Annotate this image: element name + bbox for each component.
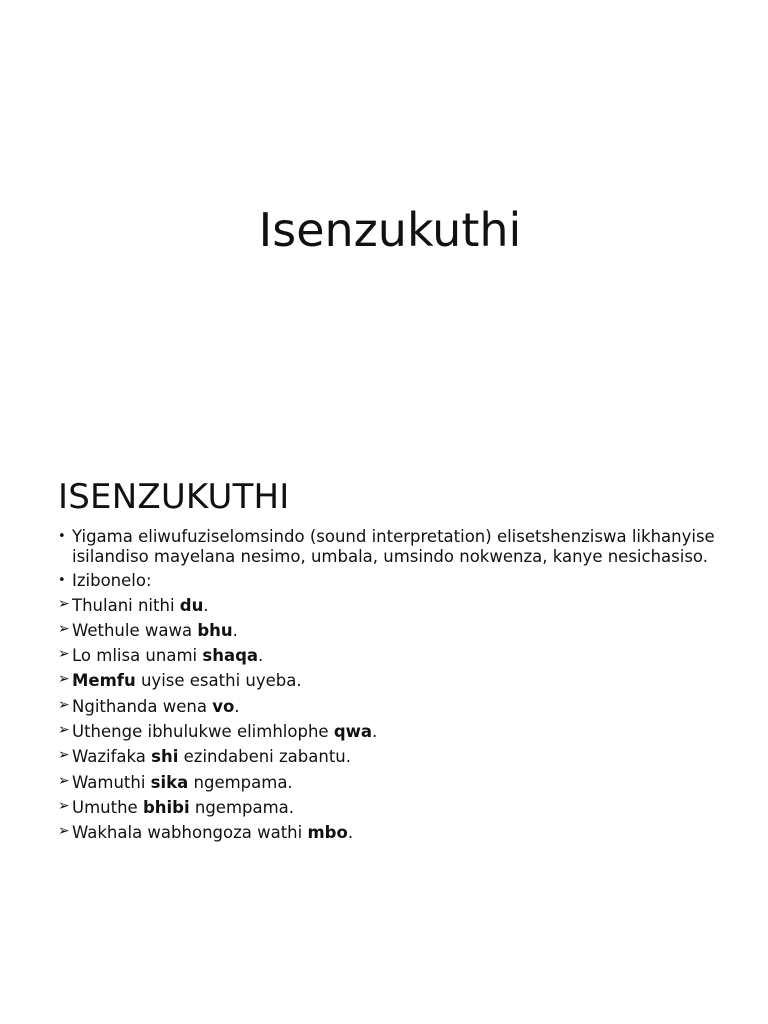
example-text-before: Umuthe [72,797,143,817]
example-text-after: . [258,646,264,666]
example-text-before: Uthenge ibhulukwe elimhlophe [72,721,334,741]
arrow-bullet-icon: ➢ [58,797,70,814]
example-item [58,773,718,798]
example-text-before: Wakhala wabhongoza wathi [72,823,308,843]
example-text-after: ngempama. [189,797,295,817]
example-item [58,697,718,722]
example-text-after: . [347,823,354,843]
arrow-bullet-icon: ➢ [58,696,70,713]
example-item [58,646,718,671]
example-item [58,823,718,848]
arrow-bullet-icon: ➢ [58,595,70,612]
example-text-after: ezindabeni zabantu. [178,747,351,767]
arrow-bullet-icon: ➢ [58,671,70,688]
example-item [58,671,718,696]
content-body [58,527,718,848]
example-text-after: . [372,721,378,741]
example-item [58,621,718,646]
example-ideophone: Memfu [72,671,136,691]
example-item [58,798,718,823]
example-text-before: Thulani nithi [72,595,180,615]
example-text-before: Wamuthi [72,772,151,792]
section-heading: ISENZUKUTHI [58,477,290,517]
bullet-text: Yigama eliwufuziselomsindo (sound interpretation) elisetshenziswa likhanyise isilandiso mayelana nesimo, umbala, umsindo nokwenza, kanye nesichasiso. [72,527,715,566]
example-ideophone: du [179,595,204,615]
example-ideophone: mbo [307,823,348,843]
arrow-bullet-icon: ➢ [58,620,70,637]
example-text-before: Lo mlisa unami [72,646,203,666]
bullet-text: Izibonelo: [72,571,152,590]
example-text-after: ngempama. [188,772,293,792]
example-text-after: . [232,620,238,640]
slide-title: Isenzukuthi [258,203,522,257]
arrow-bullet-icon: ➢ [58,721,70,738]
example-ideophone: sika [150,772,189,792]
example-text-after: . [234,696,240,716]
example-item [58,747,718,772]
arrow-bullet-icon: ➢ [58,772,70,789]
example-item [58,596,718,621]
example-item [58,722,718,747]
example-ideophone: shi [151,747,179,767]
example-ideophone: shaqa [202,646,259,666]
example-text-after: uyise esathi uyeba. [135,671,302,691]
example-ideophone: qwa [333,721,373,741]
arrow-bullet-icon: ➢ [58,747,70,764]
example-text-before: Wethule wawa [72,620,198,640]
example-ideophone: bhibi [142,797,190,817]
bullet-item [58,527,718,566]
example-ideophone: bhu [197,620,233,640]
example-ideophone: vo [212,696,235,716]
arrow-bullet-icon: ➢ [58,823,70,840]
example-text-before: Ngithanda wena [72,696,213,716]
example-text-before: Wazifaka [72,747,152,767]
arrow-bullet-icon: ➢ [58,646,70,663]
bullet-item [58,571,718,591]
bullet-icon: • [58,573,66,588]
bullet-icon: • [58,529,66,544]
example-text-after: . [203,595,209,615]
